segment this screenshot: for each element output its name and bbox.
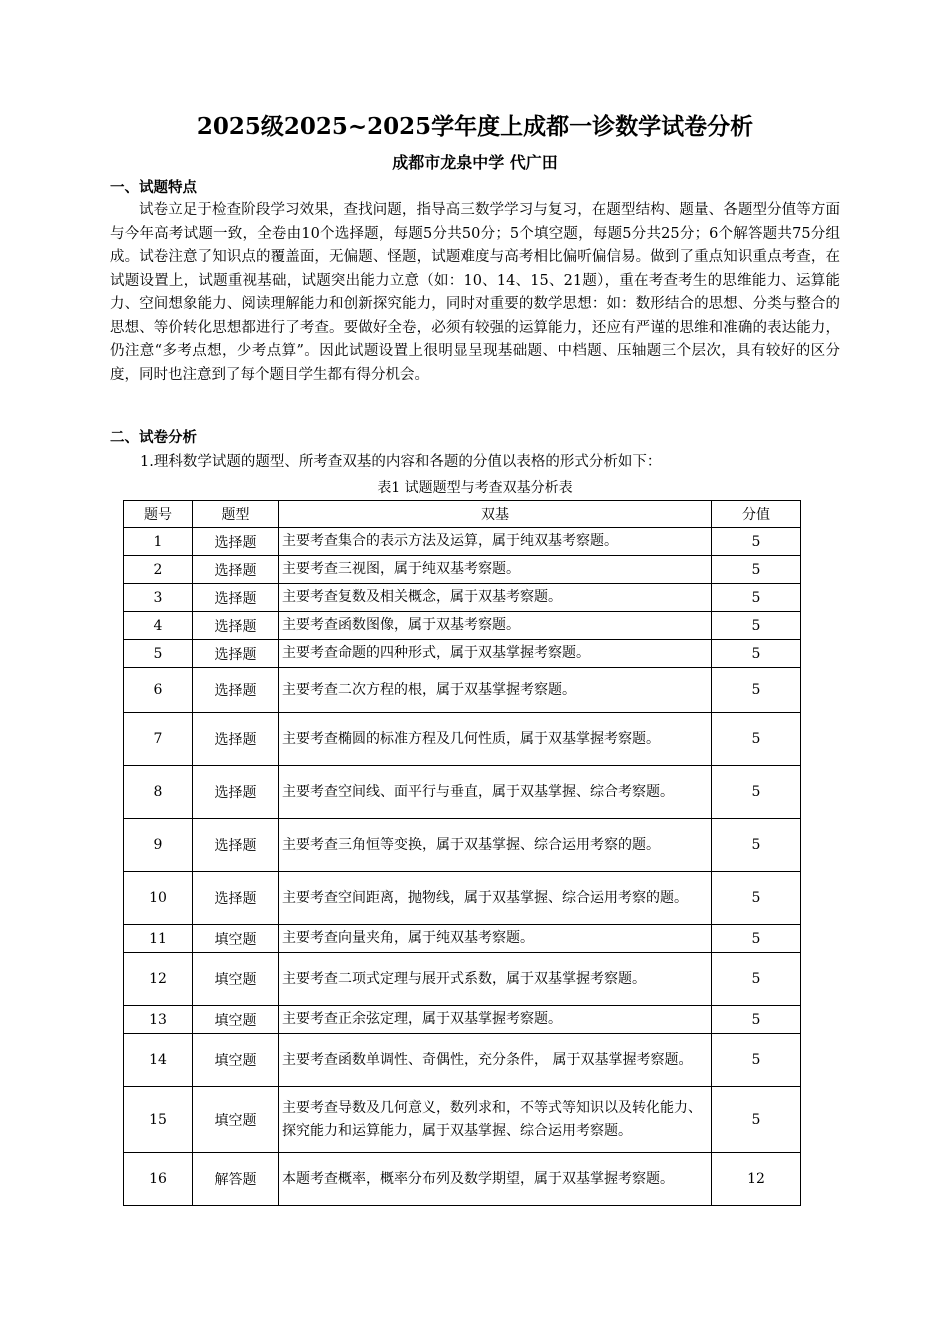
header-score: 分值 bbox=[712, 501, 801, 528]
row-number: 6 bbox=[124, 668, 193, 713]
row-content: 主要考查命题的四种形式，属于双基掌握考察题。 bbox=[279, 640, 712, 668]
row-score: 5 bbox=[712, 766, 801, 819]
row-content: 主要考查导数及几何意义，数列求和，不等式等知识以及转化能力、探究能力和运算能力，属于双基掌握、综合运用考察题。 bbox=[279, 1087, 712, 1153]
row-score: 5 bbox=[712, 925, 801, 953]
row-score: 5 bbox=[712, 612, 801, 640]
row-number: 3 bbox=[124, 584, 193, 612]
row-score: 5 bbox=[712, 872, 801, 925]
row-content: 主要考查三视图，属于纯双基考察题。 bbox=[279, 556, 712, 584]
header-type: 题型 bbox=[193, 501, 279, 528]
table-row bbox=[124, 668, 801, 713]
row-type: 选择题 bbox=[193, 584, 279, 612]
row-type: 填空题 bbox=[193, 953, 279, 1006]
table-row bbox=[124, 766, 801, 819]
table-row bbox=[124, 953, 801, 1006]
table-row bbox=[124, 528, 801, 556]
row-number: 4 bbox=[124, 612, 193, 640]
row-score: 5 bbox=[712, 1087, 801, 1153]
row-content: 主要考查正余弦定理，属于双基掌握考察题。 bbox=[279, 1006, 712, 1034]
row-score: 12 bbox=[712, 1153, 801, 1206]
header-number: 题号 bbox=[124, 501, 193, 528]
table-row bbox=[124, 925, 801, 953]
document-title: 2025级2025~2025学年度上成都一诊数学试卷分析 bbox=[196, 113, 754, 140]
row-score: 5 bbox=[712, 713, 801, 766]
row-type: 选择题 bbox=[193, 556, 279, 584]
table-caption: 表1 试题题型与考查双基分析表 bbox=[377, 480, 573, 496]
row-type: 填空题 bbox=[193, 1087, 279, 1153]
table-row bbox=[124, 713, 801, 766]
row-content: 主要考查空间线、面平行与垂直，属于双基掌握、综合考察题。 bbox=[279, 766, 712, 819]
row-number: 9 bbox=[124, 819, 193, 872]
row-type: 填空题 bbox=[193, 1006, 279, 1034]
table-row bbox=[124, 1034, 801, 1087]
row-score: 5 bbox=[712, 1006, 801, 1034]
row-type: 选择题 bbox=[193, 668, 279, 713]
row-score: 5 bbox=[712, 640, 801, 668]
row-number: 13 bbox=[124, 1006, 193, 1034]
row-content: 主要考查二次方程的根，属于双基掌握考察题。 bbox=[279, 668, 712, 713]
row-content: 主要考查椭圆的标准方程及几何性质，属于双基掌握考察题。 bbox=[279, 713, 712, 766]
row-type: 选择题 bbox=[193, 872, 279, 925]
row-content: 主要考查三角恒等变换，属于双基掌握、综合运用考察的题。 bbox=[279, 819, 712, 872]
row-content: 主要考查复数及相关概念，属于双基考察题。 bbox=[279, 584, 712, 612]
row-content: 主要考查函数图像，属于双基考察题。 bbox=[279, 612, 712, 640]
table-header-row bbox=[124, 501, 801, 528]
row-content: 主要考查函数单调性、奇偶性，充分条件， 属于双基掌握考察题。 bbox=[279, 1034, 712, 1087]
table-row bbox=[124, 1006, 801, 1034]
row-number: 2 bbox=[124, 556, 193, 584]
section-heading-analysis: 二、试卷分析 bbox=[110, 429, 197, 446]
row-type: 填空题 bbox=[193, 925, 279, 953]
table-row bbox=[124, 612, 801, 640]
table-row bbox=[124, 1153, 801, 1206]
row-content: 本题考查概率，概率分布列及数学期望，属于双基掌握考察题。 bbox=[279, 1153, 712, 1206]
row-number: 1 bbox=[124, 528, 193, 556]
row-number: 12 bbox=[124, 953, 193, 1006]
row-type: 解答题 bbox=[193, 1153, 279, 1206]
table-row bbox=[124, 1087, 801, 1153]
table-row bbox=[124, 819, 801, 872]
table-row bbox=[124, 872, 801, 925]
section-features-paragraph: 试卷立足于检查阶段学习效果，查找问题，指导高三数学学习与复习，在题型结构、题量、各题型分值等方面与今年高考试题一致，全卷由10个选择题，每题5分共50分；5个填空题，每题5分共25分；6个解答题共75分组成。试卷注意了知识点的覆盖面，无偏题、怪题，试题难度与高考相比偏听偏信易。做到了重点知识重点考查，在试题设置上，试题重视基础，试题突出能力立意（如：10、14、15、21题），重在考查考生的思维能力、运算能力、空间想象能力、阅读理解能力和创新探究能力，同时对重要的数学思想：如：数形结合的思想、分类与整合的思想、等价转化思想都进行了考查。要做好全卷，必须有较强的运算能力，还应有严谨的思维和准确的表达能力，仍注意“多考点想，少考点算”。因此试题设置上很明显呈现基础题、中档题、压轴题三个层次，具有较好的区分度，同时也注意到了每个题目学生都有得分机会。 bbox=[110, 202, 840, 383]
row-score: 5 bbox=[712, 584, 801, 612]
row-type: 选择题 bbox=[193, 713, 279, 766]
row-content: 主要考查向量夹角，属于纯双基考察题。 bbox=[279, 925, 712, 953]
analysis-table bbox=[123, 500, 801, 1206]
row-number: 5 bbox=[124, 640, 193, 668]
row-content: 主要考查集合的表示方法及运算，属于纯双基考察题。 bbox=[279, 528, 712, 556]
row-type: 选择题 bbox=[193, 640, 279, 668]
row-number: 11 bbox=[124, 925, 193, 953]
row-type: 填空题 bbox=[193, 1034, 279, 1087]
section-heading-features: 一、试题特点 bbox=[110, 179, 197, 196]
header-content: 双基 bbox=[279, 501, 712, 528]
row-score: 5 bbox=[712, 1034, 801, 1087]
row-type: 选择题 bbox=[193, 612, 279, 640]
row-content: 主要考查空间距离，抛物线，属于双基掌握、综合运用考察的题。 bbox=[279, 872, 712, 925]
row-number: 8 bbox=[124, 766, 193, 819]
table-row bbox=[124, 640, 801, 668]
row-score: 5 bbox=[712, 953, 801, 1006]
row-score: 5 bbox=[712, 668, 801, 713]
row-score: 5 bbox=[712, 556, 801, 584]
row-content: 主要考查二项式定理与展开式系数，属于双基掌握考察题。 bbox=[279, 953, 712, 1006]
row-number: 7 bbox=[124, 713, 193, 766]
row-number: 16 bbox=[124, 1153, 193, 1206]
row-number: 15 bbox=[124, 1087, 193, 1153]
analysis-intro: 1.理科数学试题的题型、所考查双基的内容和各题的分值以表格的形式分析如下： bbox=[140, 454, 662, 470]
row-score: 5 bbox=[712, 528, 801, 556]
table-row bbox=[124, 556, 801, 584]
row-type: 选择题 bbox=[193, 819, 279, 872]
table-row bbox=[124, 584, 801, 612]
row-type: 选择题 bbox=[193, 528, 279, 556]
author-line: 成都市龙泉中学 代广田 bbox=[392, 153, 558, 172]
row-score: 5 bbox=[712, 819, 801, 872]
row-type: 选择题 bbox=[193, 766, 279, 819]
row-number: 10 bbox=[124, 872, 193, 925]
row-number: 14 bbox=[124, 1034, 193, 1087]
